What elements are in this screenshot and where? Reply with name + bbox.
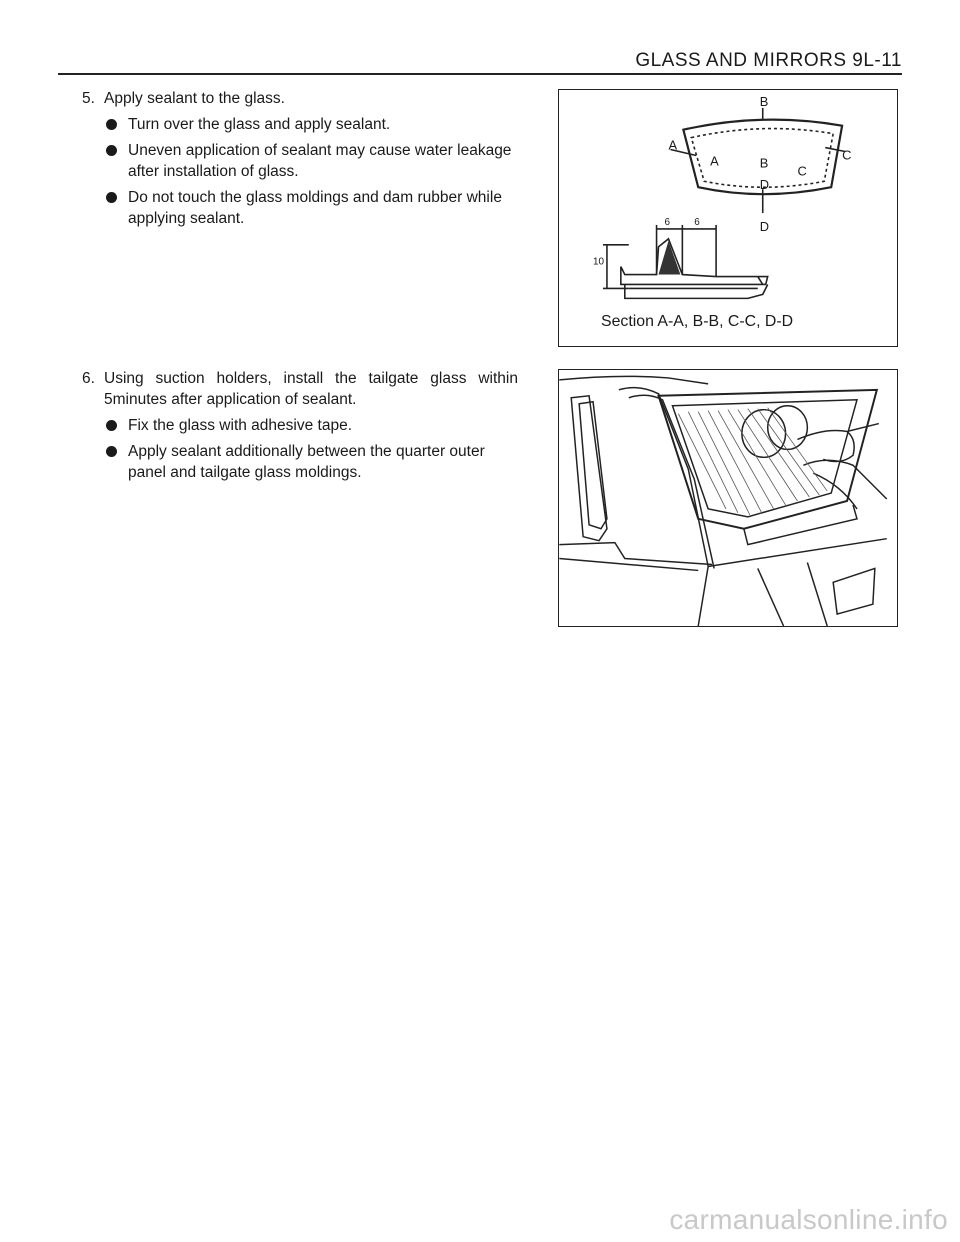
step-5-heading <box>82 88 518 109</box>
step-5 <box>82 88 518 234</box>
watermark: carmanualsonline.info <box>669 1204 948 1235</box>
bullet-item <box>82 415 518 436</box>
bullet-list <box>82 415 518 483</box>
bullet-text: Uneven application of sealant may cause water leakage after installation of glass. <box>128 142 512 180</box>
label-a-right: A <box>710 153 719 169</box>
bullet-item <box>82 140 518 182</box>
bullet-icon <box>106 145 117 156</box>
bullet-icon <box>106 446 117 457</box>
bullet-text: Fix the glass with adhesive tape. <box>128 417 353 434</box>
bullet-item <box>82 114 518 135</box>
bullet-list <box>82 114 518 229</box>
label-b-mid: B <box>759 155 769 171</box>
label-dim-6a: 6 <box>664 216 671 228</box>
label-d-bottom: D <box>759 218 770 234</box>
bullet-item <box>82 441 518 483</box>
sealant-section-figure <box>558 89 898 347</box>
label-dim-10: 10 <box>593 256 605 268</box>
label-a-left: A <box>668 137 678 153</box>
bullet-icon <box>106 192 117 203</box>
step-6 <box>82 368 518 488</box>
bullet-icon <box>106 420 117 431</box>
label-c-left: C <box>797 163 807 179</box>
bullet-item <box>82 187 518 229</box>
header-divider <box>58 73 902 75</box>
step-6-heading <box>82 368 518 410</box>
page-header-title: GLASS AND MIRRORS 9L-11 <box>635 50 902 71</box>
figure-caption: Section A-A, B-B, C-C, D-D <box>600 313 794 331</box>
glass-install-figure <box>558 369 898 627</box>
step-text: Using suction holders, install the tailgate glass within 5minutes after application of sealant. <box>104 370 518 408</box>
label-c-right: C <box>842 147 852 163</box>
bullet-icon <box>106 119 117 130</box>
label-dim-6b: 6 <box>694 216 700 228</box>
bullet-text: Do not touch the glass moldings and dam rubber while applying sealant. <box>128 189 502 227</box>
label-d-mid: D <box>759 177 770 193</box>
step-number: 6. <box>82 370 95 387</box>
bullet-text: Turn over the glass and apply sealant. <box>128 116 391 133</box>
label-b-top: B <box>759 93 769 109</box>
glass-install-illustration <box>559 370 897 626</box>
bullet-text: Apply sealant additionally between the quarter outer panel and tailgate glass moldings. <box>128 443 485 481</box>
sealant-section-diagram <box>559 90 897 346</box>
step-number: 5. <box>82 90 95 107</box>
step-text: Apply sealant to the glass. <box>104 90 285 107</box>
